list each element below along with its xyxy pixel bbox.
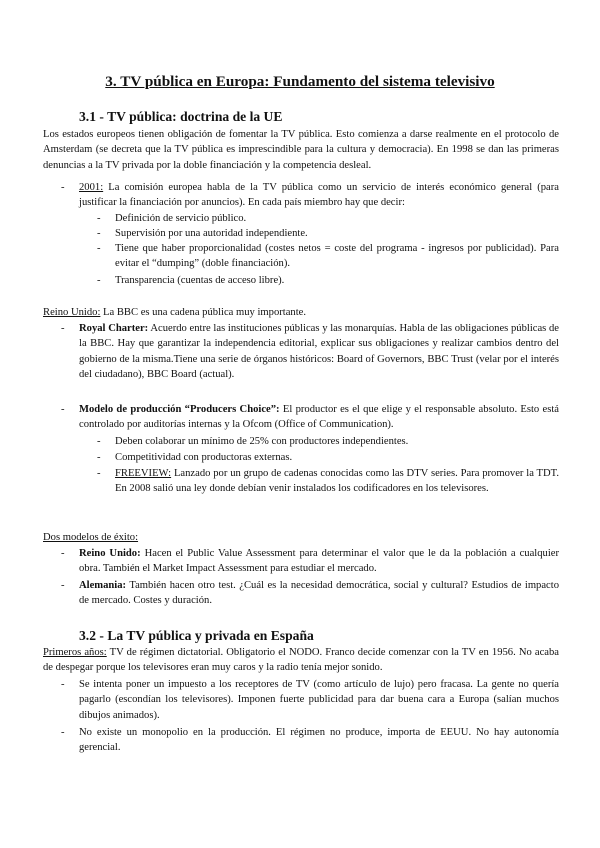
bullet-dash: -	[61, 323, 65, 334]
bullet-dash: -	[61, 580, 65, 591]
uk-label: Reino Unido:	[43, 307, 101, 318]
reino-unido-text: Hacen el Public Value Assessment para determinar el valor que le da la población a cualquier obra. También el Market Impact Assessment para estudiar el mercado.	[79, 548, 559, 575]
bullet-dash: -	[97, 436, 101, 447]
list-item-2001	[79, 180, 559, 211]
royal-charter-text: Acuerdo entre las instituciones públicas y las monarquías. Habla de las obligaciones públicas de la BBC. Hay que garantizar la independencia editorial, explicar sus obligaciones y realizar cambios dentro del gobierno de la misma.Tiene una serie de órganos históricos: Board of Governors, BBC Trust (velar por el interés del ciudadano), BBC Board (actual).	[79, 323, 560, 380]
bullet-dash: -	[97, 468, 101, 479]
sub-item: Definición de servicio público.	[115, 213, 247, 224]
bullet-dash: -	[61, 404, 65, 415]
bullet-dash: -	[97, 228, 101, 239]
year-label: 2001:	[79, 182, 104, 193]
sub-item: Tiene que haber proporcionalidad (costes netos = coste del programa - ingresos por publicidad). Para evitar el “dumping” (doble financiación).	[115, 243, 559, 270]
reino-unido-label: Reino Unido:	[79, 548, 141, 559]
alemania-text: También hacen otro test. ¿Cuál es la necesidad democrática, social y cultural? Estudios de impacto de mercado. Costes y duración.	[79, 580, 559, 607]
modelo-label: Modelo de producción “Producers Choice”:	[79, 404, 280, 415]
sub-item-freeview	[115, 466, 559, 497]
list-item-modelo	[79, 402, 559, 433]
list-item-reino-unido	[79, 546, 559, 577]
primeros-anos-paragraph	[43, 645, 559, 676]
bullet-dash: -	[97, 243, 101, 254]
sub-item: Competitividad con productoras externas.	[115, 452, 293, 463]
royal-charter-label: Royal Charter:	[79, 323, 149, 334]
bullet-dash: -	[97, 452, 101, 463]
uk-text: La BBC es una cadena pública muy importante.	[100, 307, 307, 318]
list-item: Se intenta poner un impuesto a los receptores de TV (como artículo de lujo) pero fracasa. La gente no quería pagarlo (escondían los televisores). Imponen fuerte publicidad para dar buena cara a Europa (salían muchos dibujos animados).	[79, 679, 559, 721]
list-item-royal-charter	[79, 321, 559, 382]
freeview-text: Lanzado por un grupo de cadenas conocidas como las DTV series. Para promover la TDT. En 2008 salió una ley donde debían venir instalados los codificadores en los televisores.	[115, 468, 559, 495]
section-heading-3-1: 3.1 - TV pública: doctrina de la UE	[79, 109, 283, 124]
list-item: No existe un monopolio en la producción. El régimen no produce, importa de EEUU. No hay autonomía gerencial.	[79, 727, 559, 754]
sub-item: Transparencia (cuentas de acceso libre).	[115, 275, 285, 286]
bullet-dash: -	[97, 213, 101, 224]
bullet-dash: -	[97, 275, 101, 286]
bullet-dash: -	[61, 727, 65, 738]
primeros-anos-text: TV de régimen dictatorial. Obligatorio el NODO. Franco decide comenzar con la TV en 1956. No acaba de despegar porque los televisores eran muy caros y la radio tenía mejor sonido.	[43, 647, 559, 674]
bullet-dash: -	[61, 182, 65, 193]
page-title: 3. TV pública en Europa: Fundamento del sistema televisivo	[105, 73, 495, 90]
freeview-label: FREEVIEW:	[115, 468, 172, 479]
alemania-label: Alemania:	[79, 580, 127, 591]
list-item-alemania	[79, 578, 559, 609]
list-item-text: La comisión europea habla de la TV pública como un servicio de interés económico general (para justificar la financiación por anuncios). En cada país miembro hay que decir:	[79, 182, 559, 209]
bullet-dash: -	[61, 548, 65, 559]
intro-paragraph: Los estados europeos tienen obligación de fomentar la TV pública. Esto comienza a darse realmente en el protocolo de Amsterdam (se decreta que la TV pública es imprescindible para la cultura y democracia). En 1998 se dan las primeras denuncias a la TV privada por la doble financiación y la competencia desleal.	[43, 129, 559, 171]
dos-modelos-label	[43, 530, 559, 545]
bullet-dash: -	[61, 679, 65, 690]
sub-item: Supervisión por una autoridad independiente.	[115, 228, 308, 239]
modelo-text: El productor es el que elige y el responsable absoluto. Esto está controlado por auditorías internas y la Ofcom (Office of Communication).	[79, 404, 560, 431]
primeros-anos-label: Primeros años:	[43, 647, 107, 658]
section-heading-3-2: 3.2 - La TV pública y privada en España	[79, 628, 314, 643]
uk-paragraph	[43, 305, 559, 320]
sub-item: Deben colaborar un mínimo de 25% con productores independientes.	[115, 436, 409, 447]
dos-modelos-text: Dos modelos de éxito:	[43, 532, 139, 543]
